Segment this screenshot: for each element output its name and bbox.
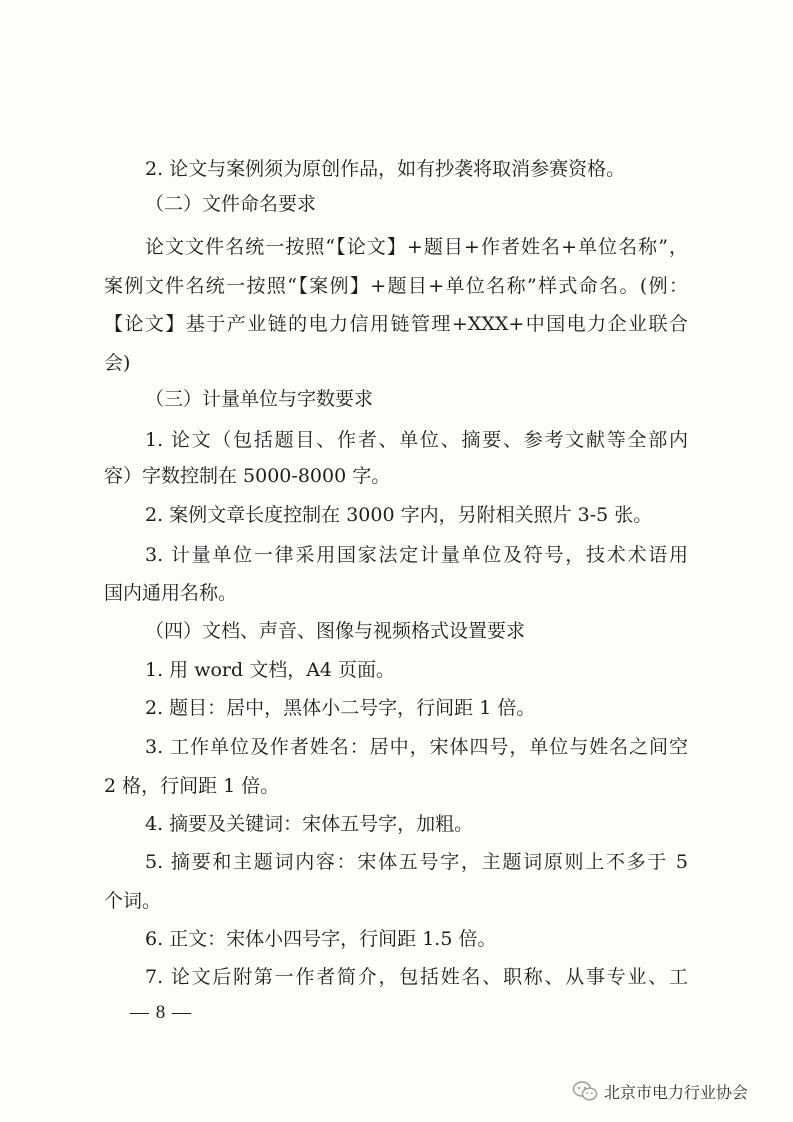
body-line: 国内通用名称。 — [104, 582, 238, 604]
body-line: 2 格，行间距 1 倍。 — [104, 775, 280, 797]
watermark — [572, 1076, 748, 1106]
body-line: 2. 题目：居中，黑体小二号字，行间距 1 倍。 — [145, 697, 536, 719]
body-line: 4. 摘要及关键词：宋体五号字，加粗。 — [145, 813, 474, 835]
section-heading: （三）计量单位与字数要求 — [145, 388, 374, 410]
body-line: 5. 摘要和主题词内容：宋体五号字，主题词原则上不多于 5 — [145, 851, 688, 873]
body-line: 2. 论文与案例须为原创作品，如有抄袭将取消参赛资格。 — [145, 158, 626, 180]
watermark-text: 北京市电力行业协会 — [604, 1082, 749, 1102]
page-number: — 8 — — [130, 1002, 192, 1023]
body-line: 2. 案例文章长度控制在 3000 字内，另附相关照片 3-5 张。 — [145, 504, 653, 526]
body-line: 1. 论文（包括题目、作者、单位、摘要、参考文献等全部内 — [145, 429, 688, 451]
section-heading: （四）文档、声音、图像与视频格式设置要求 — [145, 620, 526, 642]
body-line: 容）字数控制在 5000-8000 字。 — [104, 465, 391, 487]
body-line: 7. 论文后附第一作者简介，包括姓名、职称、从事专业、工 — [145, 966, 688, 988]
body-line: 3. 工作单位及作者姓名：居中，宋体四号，单位与姓名之间空 — [145, 736, 688, 758]
wechat-icon — [572, 1080, 598, 1102]
body-line: 案例文件名统一按照“【案例】+题目+单位名称”样式命名。(例： — [104, 275, 688, 297]
body-line: 1. 用 word 文档，A4 页面。 — [145, 659, 396, 681]
body-line: 个词。 — [104, 890, 162, 912]
section-heading: （二）文件命名要求 — [145, 193, 317, 215]
body-line: 【论文】基于产业链的电力信用链管理+XXX+中国电力企业联合 — [104, 313, 688, 335]
body-line: 3. 计量单位一律采用国家法定计量单位及符号，技术术语用 — [145, 544, 688, 566]
body-line: 会) — [104, 352, 131, 374]
body-line: 6. 正文：宋体小四号字，行间距 1.5 倍。 — [145, 928, 497, 950]
body-line: 论文文件名统一按照“【论文】+题目+作者姓名+单位名称”， — [145, 236, 688, 258]
